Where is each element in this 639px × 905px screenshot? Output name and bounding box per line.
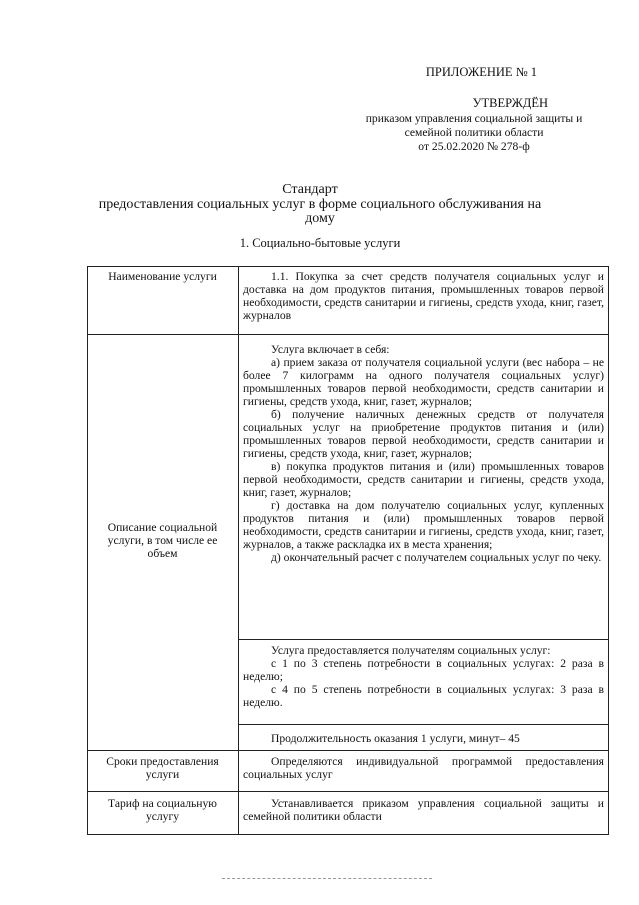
table-row-divider [87,334,609,335]
approved-label: УТВЕРЖДЁН [472,96,548,110]
table-row-divider [87,750,609,751]
table-row-divider [87,791,609,792]
order-line-2: семейной политики области [404,126,544,139]
scan-artifact-divider [222,878,432,879]
table-subrow-divider [238,724,609,725]
description-item: д) окончательный расчет с получателем социальных услуг по чеку. [271,551,602,564]
description-item: а) прием заказа от получателя социальной услуги (вес набора – не более 7 килограмм на одного получателя социальных услуг) промышленных товаров первой необходимости, средств санитарии и гигиены, средств ухода, книг, газет, журналов; [243,356,604,408]
section-heading: 1. Социально-бытовые услуги [239,236,401,250]
value-service-name: 1.1. Покупка за счет средств получателя социальных услуг и доставка на дом продуктов питания, промышленных товаров первой необходимости, средств санитарии и гигиены, средств ухода, книг, газет, журналов [243,270,604,322]
recipients-intro: Услуга предоставляется получателям социальных услуг: [271,644,551,657]
label-service-tariff: Тариф на социальную услугу [108,797,217,823]
recipients-content [243,644,604,709]
recipients-item: с 4 по 5 степень потребности в социальных услугах: 3 раза в неделю. [243,683,604,709]
recipients-item: с 1 по 3 степень потребности в социальных услугах: 2 раза в неделю; [243,657,604,683]
description-item: б) получение наличных денежных средств от получателя социальных услуг на приобретение продуктов питания и (или) промышленных товаров первой необходимости, средств санитарии и гигиены, средств ухода, книг, газет, журналов; [243,408,604,460]
order-line-3: от 25.02.2020 № 278-ф [418,140,530,153]
label-service-description: Описание социальной услуги, в том числе ее объем [107,521,218,560]
document-subtitle-line-2: дому [305,211,335,226]
description-item: г) доставка на дом получателю социальных услуг, купленных продуктов питания и (или) промышленных товаров первой необходимости, средств санитарии и гигиены, средств ухода, книг, газет, журналов, а также раскладка их в места хранения; [243,499,604,551]
order-line-1: приказом управления социальной защиты и [365,112,583,125]
description-includes: Услуга включает в себя: [271,343,390,356]
document-subtitle-line-1: предоставления социальных услуг в форме социального обслуживания на [98,197,542,212]
label-service-name: Наименование услуги [108,270,217,283]
value-service-terms: Определяются индивидуальной программой предоставления социальных услуг [243,755,604,781]
label-service-terms: Сроки предоставления услуги [106,755,219,781]
document-title: Стандарт [282,182,338,197]
appendix-label: ПРИЛОЖЕНИЕ № 1 [425,65,537,79]
description-item: в) покупка продуктов питания и (или) промышленных товаров первой необходимости, средств санитарии и гигиены, средств ухода, книг, газет, журналов; [243,460,604,499]
table-subrow-divider [238,639,609,640]
description-content [243,343,604,564]
value-service-tariff: Устанавливается приказом управления социальной защиты и семейной политики области [243,797,604,823]
service-duration: Продолжительность оказания 1 услуги, минут– 45 [271,732,520,745]
